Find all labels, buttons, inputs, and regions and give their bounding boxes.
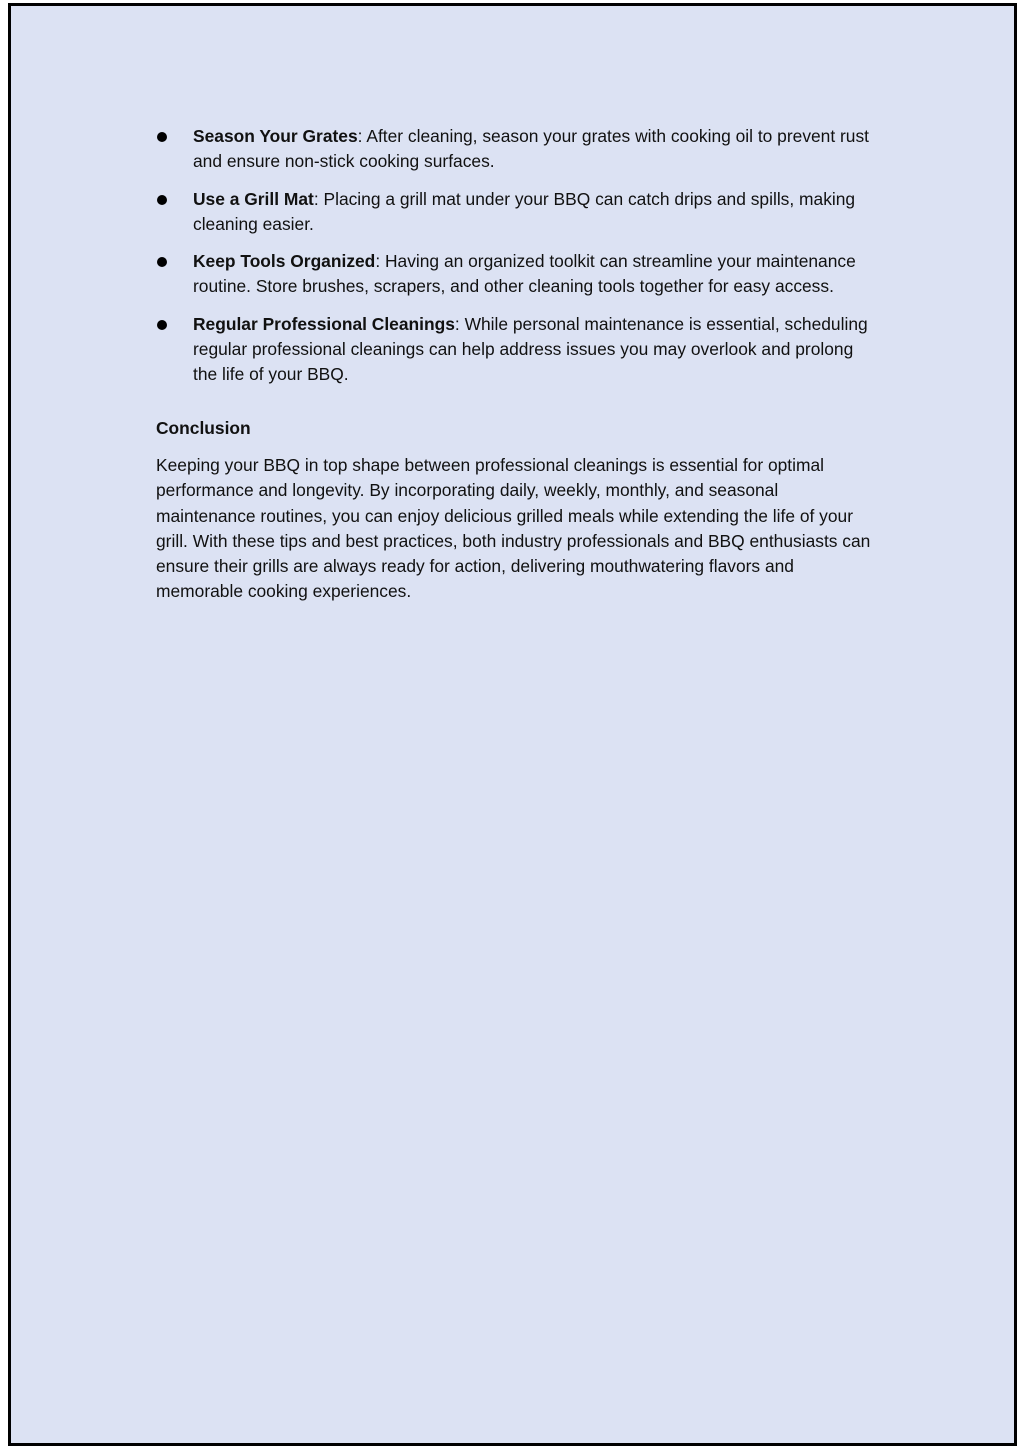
item-text: : After cleaning, season your grates with cooking oil to prevent rust and ensure non-stick cooking surfaces. — [193, 126, 870, 172]
bullet-icon — [157, 257, 167, 267]
list-item — [156, 249, 876, 300]
item-text: : While personal maintenance is essential, scheduling regular professional cleanings can help address issues you may overlook and prolong the life of your BBQ. — [193, 313, 868, 385]
item-title: Season Your Grates — [193, 126, 358, 146]
page-content — [156, 124, 876, 605]
item-text: : Having an organized toolkit can streamline your maintenance routine. Store brushes, scrapers, and other cleaning tools together for easy access. — [193, 251, 856, 297]
document-page — [8, 3, 1017, 1446]
bullet-icon — [157, 132, 167, 142]
list-item — [156, 187, 876, 238]
bullet-icon — [157, 195, 167, 205]
item-title: Use a Grill Mat — [193, 188, 314, 209]
item-title: Regular Professional Cleanings — [193, 313, 455, 334]
conclusion-paragraph: Keeping your BBQ in top shape between professional cleanings is essential for optimal performance and longevity. By incorporating daily, weekly, monthly, and seasonal maintenance routines, you can enjoy delicious grilled meals while extending the life of your grill. With these tips and best practices, both industry professionals and BBQ enthusiasts can ensure their grills are always ready for action, delivering mouthwatering flavors and memorable cooking experiences. — [156, 454, 871, 602]
item-text: : Placing a grill mat under your BBQ can catch drips and spills, making cleaning easier. — [193, 188, 856, 234]
item-title: Keep Tools Organized — [193, 251, 376, 272]
tips-list — [156, 124, 876, 388]
list-item — [156, 312, 876, 388]
conclusion-heading: Conclusion — [156, 417, 251, 438]
list-item — [156, 124, 876, 175]
bullet-icon — [157, 320, 167, 330]
